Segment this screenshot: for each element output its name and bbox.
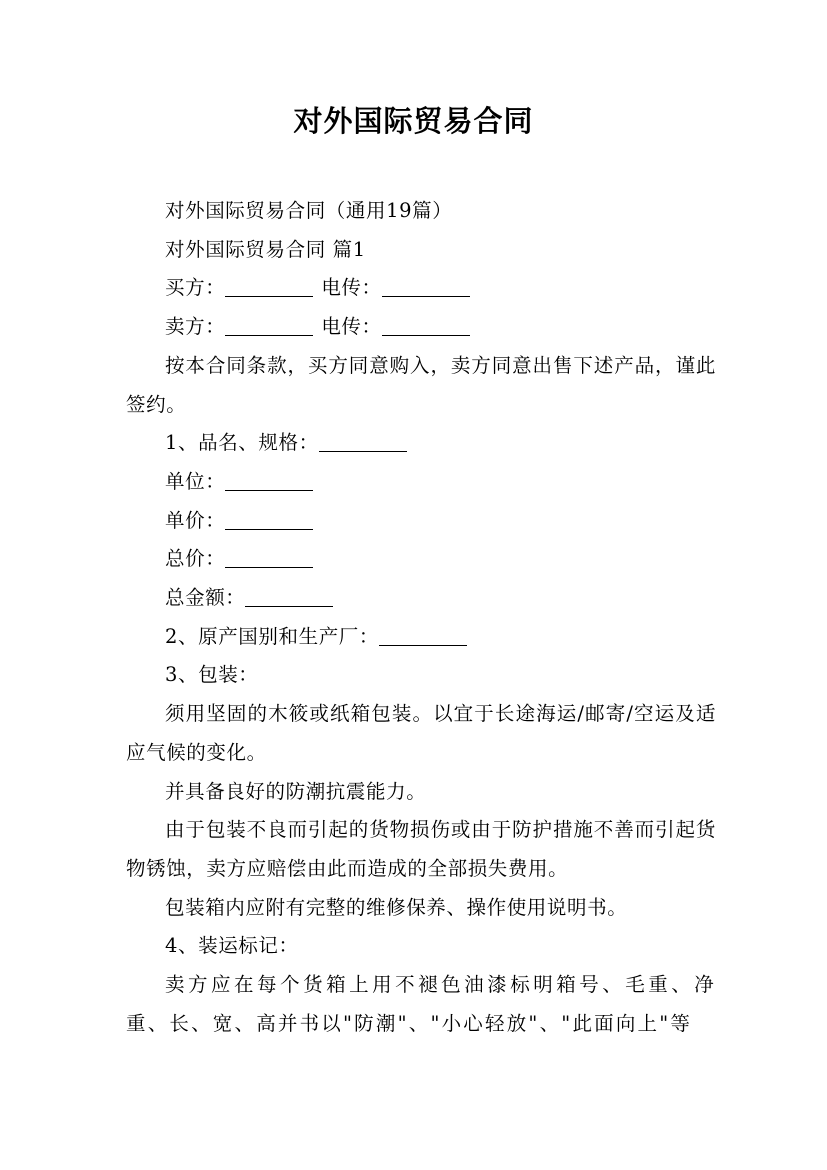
paragraph-marking-heading: 4、装运标记： bbox=[165, 934, 299, 958]
buyer-telex-blank[interactable] bbox=[382, 277, 470, 298]
paragraph-packing-protection: 并具备良好的防潮抗震能力。 bbox=[165, 779, 427, 803]
paragraph-packing-material: 须用坚固的木筱或纸箱包装。以宜于长途海运/邮寄/空运及适应气候的变化。 bbox=[126, 702, 716, 764]
item-name-spec-blank[interactable] bbox=[319, 432, 407, 453]
buyer-telex-label: 电传： bbox=[321, 276, 382, 300]
unit-blank[interactable] bbox=[225, 470, 313, 491]
seller-label: 卖方： bbox=[165, 315, 226, 339]
total-price-blank[interactable] bbox=[225, 548, 313, 569]
buyer-label: 买方： bbox=[165, 276, 226, 300]
paragraph-packing-manual: 包装箱内应附有完整的维修保养、操作使用说明书。 bbox=[165, 895, 628, 919]
document-title: 对外国际贸易合同 bbox=[293, 104, 534, 138]
unit-price-line: 单价： bbox=[126, 502, 716, 541]
seller-line bbox=[126, 308, 716, 347]
total-amount-line: 总金额： bbox=[126, 579, 716, 618]
paragraph-section-heading: 对外国际贸易合同 篇1 bbox=[165, 237, 366, 261]
seller-telex-blank[interactable] bbox=[382, 316, 470, 337]
buyer-line bbox=[126, 269, 716, 308]
seller-telex-label: 电传： bbox=[321, 315, 382, 339]
paragraph-packing-heading: 3、包装： bbox=[165, 663, 259, 687]
paragraph-subtitle: 对外国际贸易合同（通用19篇） bbox=[165, 199, 453, 222]
unit-line: 单位： bbox=[126, 463, 716, 502]
origin-manufacturer-line: 2、原产国别和生产厂： bbox=[126, 618, 716, 657]
unit-price-blank[interactable] bbox=[225, 509, 313, 530]
paragraph-packing-compensation: 由于包装不良而引起的货物损伤或由于防护措施不善而引起货物锈蚀，卖方应赔偿由此而造成的全部损失费用。 bbox=[126, 818, 716, 880]
document-body bbox=[126, 192, 716, 1043]
paragraph-agreement: 按本合同条款，买方同意购入，卖方同意出售下述产品，谨此签约。 bbox=[126, 353, 716, 416]
paragraph-marking-details: 卖方应在每个货箱上用不褪色油漆标明箱号、毛重、净重、长、宽、高并书以"防潮"、"小心轻放"、"此面向上"等 bbox=[126, 973, 716, 1035]
total-amount-blank[interactable] bbox=[245, 587, 333, 608]
seller-blank[interactable] bbox=[225, 316, 313, 337]
origin-manufacturer-blank[interactable] bbox=[379, 625, 467, 646]
total-price-line: 总价： bbox=[126, 540, 716, 579]
item-name-spec-line: 1、品名、规格： bbox=[126, 424, 716, 463]
buyer-blank[interactable] bbox=[225, 277, 313, 298]
